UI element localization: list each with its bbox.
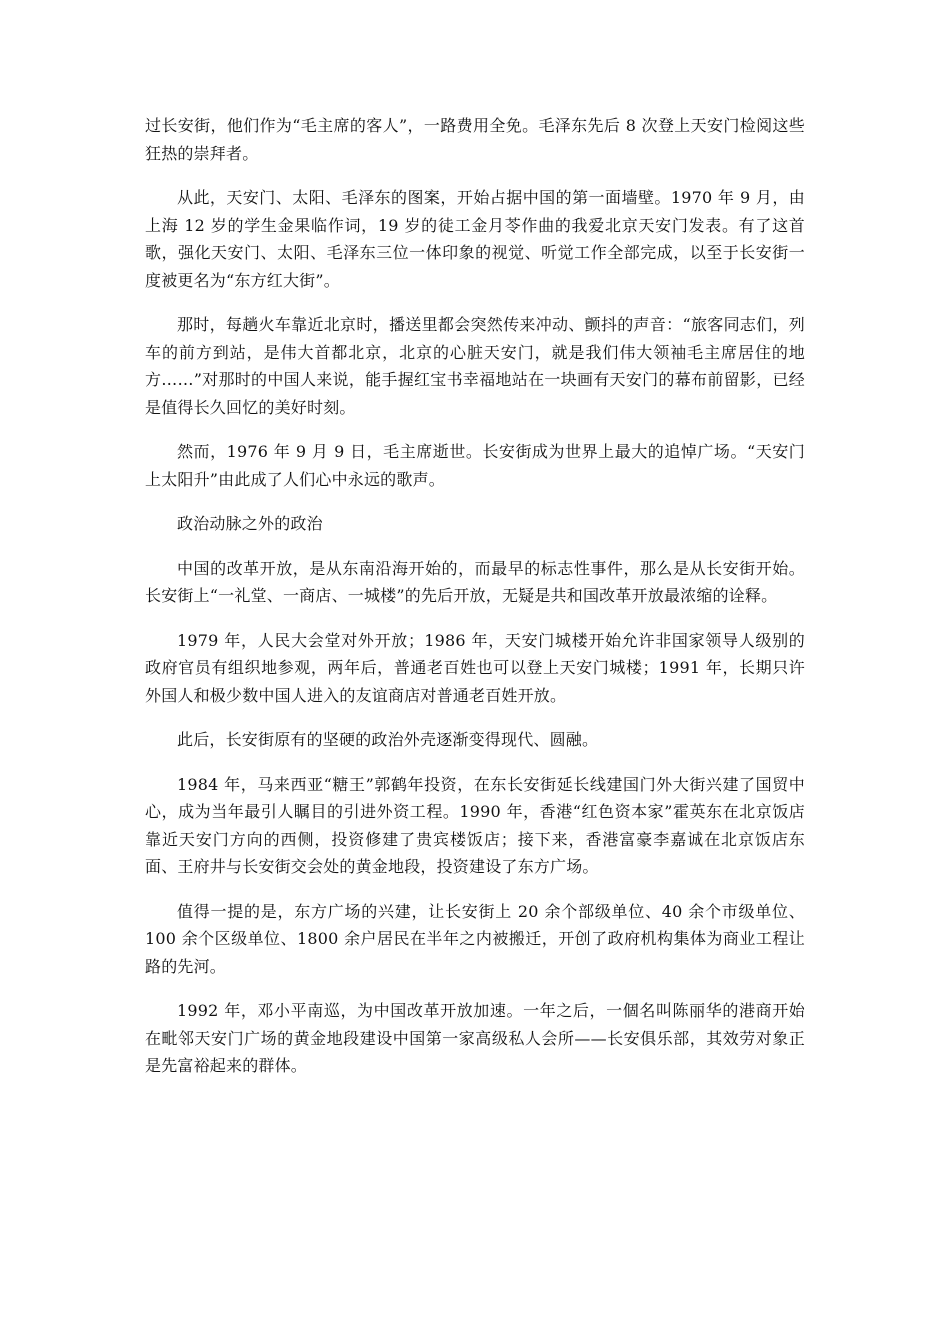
article-body (145, 112, 805, 1097)
paragraph: 1992 年，邓小平南巡，为中国改革开放加速。一年之后，一個名叫陈丽华的港商开始在毗邻天安门广场的黄金地段建设中国第一家高级私人会所——长安俱乐部，其效劳对象正是先富裕起来的群体。 (145, 1001, 805, 1075)
paragraph: 从此，天安门、太阳、毛泽东的图案，开始占据中国的第一面墙壁。1970 年 9 月，由上海 12 岁的学生金果临作词，19 岁的徒工金月苓作曲的我爱北京天安门发表。有了这首歌，强化天安门、太阳、毛泽东三位一体印象的视觉、听觉工作全部完成，以至于长安街一度被更名为“东方红大街”。 (145, 188, 805, 290)
paragraph: 1979 年，人民大会堂对外开放；1986 年，天安门城楼开始允许非国家领导人级别的政府官员有组织地参观，两年后，普通老百姓也可以登上天安门城楼；1991 年，长期只许外国人和极少数中国人进入的友谊商店对普通老百姓开放。 (145, 630, 805, 705)
paragraph: 然而，1976 年 9 月 9 日，毛主席逝世。长安街成为世界上最大的追悼广场。“天安门上太阳升”由此成了人们心中永远的歌声。 (145, 442, 805, 489)
section-heading: 政治动脉之外的政治 (177, 514, 323, 533)
paragraph: 1984 年，马来西亚“糖王”郭鹤年投资，在东长安街延长线建国门外大街兴建了国贸中心，成为当年最引人瞩目的引进外资工程。1990 年，香港“红色资本家”霍英东在北京饭店靠近天安门方向的西侧，投资修建了贵宾楼饭店；接下来，香港富豪李嘉诚在北京饭店东面、王府井与长安街交会处的黄金地段，投资建设了东方广场。 (145, 774, 805, 876)
paragraph: 那时，每趟火车靠近北京时，播送里都会突然传来冲动、颤抖的声音：“旅客同志们，列车的前方到站，是伟大首都北京，北京的心脏天安门，就是我们伟大领袖毛主席居住的地方……”对那时的中国人来说，能手握红宝书幸福地站在一块画有天安门的幕布前留影，已经是值得长久回忆的美好时刻。 (145, 315, 805, 417)
paragraph: 此后，长安街原有的坚硬的政治外壳逐渐变得现代、圆融。 (177, 730, 599, 749)
paragraph: 过长安街，他们作为“毛主席的客人”，一路费用全免。毛泽东先后 8 次登上天安门检阅这些狂热的崇拜者。 (145, 116, 805, 163)
paragraph: 值得一提的是，东方广场的兴建，让长安街上 20 余个部级单位、40 余个市级单位、100 余个区级单位、1800 余户居民在半年之内被搬迁，开创了政府机构集体为商业工程让路的先河。 (145, 901, 805, 976)
paragraph: 中国的改革开放，是从东南沿海开始的，而最早的标志性事件，那么是从长安街开始。长安街上“一礼堂、一商店、一城楼”的先后开放，无疑是共和国改革开放最浓缩的诠释。 (145, 558, 805, 605)
